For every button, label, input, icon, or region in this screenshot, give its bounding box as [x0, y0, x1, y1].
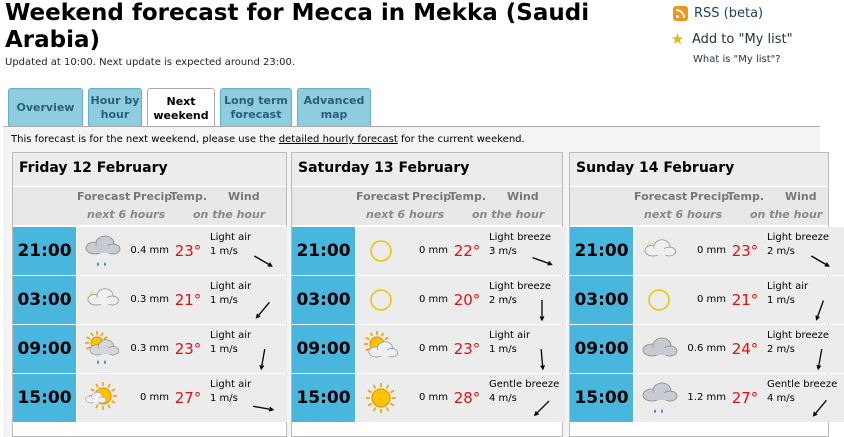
temperature-value: 24° — [726, 325, 764, 373]
partly-cloudy-night-icon — [634, 227, 684, 275]
precipitation-value: 0 mm — [127, 374, 169, 422]
precipitation-value: 0 mm — [406, 276, 448, 324]
wind-speed: 4 m/s — [767, 393, 795, 404]
wind-speed: 1 m/s — [210, 295, 238, 306]
clear-night-icon — [634, 276, 684, 324]
partly-cloudy-night-icon — [77, 276, 127, 324]
forecast-row — [292, 324, 562, 373]
temperature-value: 21° — [726, 276, 764, 324]
wind-description: Light air — [210, 330, 252, 341]
next-hours-label: next 6 hours — [87, 208, 166, 221]
wind-cell — [764, 374, 844, 422]
forecast-row — [13, 324, 286, 373]
star-icon: ★ — [670, 30, 685, 48]
clear-night-icon — [356, 227, 406, 275]
wind-description: Light air — [767, 281, 809, 292]
on-hour-label: on the hour — [472, 208, 545, 221]
temperature-value: 22° — [448, 227, 486, 275]
sun-partly-cloudy-icon — [77, 374, 127, 422]
temperature-value: 23° — [726, 227, 764, 275]
temp-header: Temp. — [170, 190, 208, 203]
wind-cell — [207, 374, 287, 422]
wind-cell — [486, 276, 566, 324]
forecast-time: 09:00 — [292, 325, 355, 373]
on-hour-label: on the hour — [750, 208, 823, 221]
day-title: Sunday 14 February — [570, 153, 828, 186]
forecast-time: 03:00 — [570, 276, 633, 324]
forecast-row — [570, 275, 828, 324]
wind-speed: 1 m/s — [489, 344, 517, 355]
forecast-row — [292, 226, 562, 275]
update-info: Updated at 10:00. Next update is expected around 23:00. — [5, 57, 296, 68]
wind-speed: 3 m/s — [489, 246, 517, 257]
wind-cell — [764, 276, 844, 324]
forecast-row — [13, 226, 286, 275]
cloud-icon — [634, 325, 684, 373]
precipitation-value: 0 mm — [684, 227, 726, 275]
day-forecast-2 — [291, 152, 563, 437]
tab-hour-by-hour[interactable]: Hour by hour — [88, 88, 142, 126]
forecast-time: 15:00 — [13, 374, 76, 422]
temp-header: Temp. — [449, 190, 487, 203]
forecast-row — [13, 275, 286, 324]
forecast-time: 21:00 — [292, 227, 355, 275]
wind-speed: 1 m/s — [210, 393, 238, 404]
page-title: Weekend forecast for Mecca in Mekka (Saudi Arabia) — [5, 0, 590, 53]
forecast-time: 15:00 — [570, 374, 633, 422]
day-forecast-3 — [569, 152, 838, 437]
wind-speed: 2 m/s — [489, 295, 517, 306]
forecast-row — [13, 373, 286, 422]
wind-description: Light breeze — [767, 232, 830, 243]
forecast-header: Forecast — [77, 190, 131, 203]
wind-cell — [486, 325, 566, 373]
wind-speed: 1 m/s — [767, 295, 795, 306]
temperature-value: 28° — [448, 374, 486, 422]
day-title: Saturday 13 February — [292, 153, 562, 186]
wind-description: Light breeze — [489, 281, 552, 292]
wind-description: Gentle breeze — [489, 379, 560, 390]
wind-speed: 1 m/s — [210, 246, 238, 257]
tab-next-weekend[interactable]: Next weekend — [147, 88, 215, 128]
wind-description: Light air — [210, 232, 252, 243]
column-subheader-row — [292, 205, 562, 225]
wind-description: Light air — [489, 330, 531, 341]
wind-speed: 1 m/s — [210, 344, 238, 355]
precipitation-value: 0.6 mm — [684, 325, 726, 373]
precipitation-value: 0 mm — [406, 325, 448, 373]
forecast-row — [292, 373, 562, 422]
sun-icon — [356, 374, 406, 422]
forecast-header: Forecast — [634, 190, 688, 203]
column-header-row — [13, 187, 286, 205]
next-hours-label: next 6 hours — [644, 208, 723, 221]
forecast-time: 09:00 — [13, 325, 76, 373]
temp-header: Temp. — [727, 190, 765, 203]
wind-header: Wind — [507, 190, 539, 203]
wind-cell — [764, 227, 844, 275]
wind-description: Light breeze — [767, 330, 830, 341]
wind-description: Light air — [210, 379, 252, 390]
sun-cloud-rain-icon — [77, 325, 127, 373]
cloud-rain-icon — [634, 374, 684, 422]
wind-header: Wind — [228, 190, 260, 203]
day-forecast-1 — [12, 152, 287, 437]
precip-header: Precip. — [690, 190, 734, 203]
precip-header: Precip. — [133, 190, 177, 203]
clear-night-icon — [356, 276, 406, 324]
precipitation-value: 0 mm — [406, 227, 448, 275]
forecast-row — [570, 324, 828, 373]
forecast-time: 21:00 — [570, 227, 633, 275]
rss-label: RSS (beta) — [694, 6, 764, 21]
forecast-time: 03:00 — [13, 276, 76, 324]
temperature-value: 21° — [169, 276, 207, 324]
wind-cell — [764, 325, 844, 373]
temperature-value: 27° — [726, 374, 764, 422]
wind-speed: 2 m/s — [767, 246, 795, 257]
forecast-row — [570, 226, 828, 275]
precipitation-value: 0 mm — [684, 276, 726, 324]
precipitation-value: 0.3 mm — [127, 325, 169, 373]
precip-header: Precip. — [412, 190, 456, 203]
precipitation-value: 0.4 mm — [127, 227, 169, 275]
forecast-header: Forecast — [356, 190, 410, 203]
forecast-row — [570, 373, 838, 422]
next-hours-label: next 6 hours — [366, 208, 445, 221]
forecast-time: 21:00 — [13, 227, 76, 275]
wind-cell — [207, 325, 287, 373]
temperature-value: 27° — [169, 374, 207, 422]
temperature-value: 23° — [448, 325, 486, 373]
column-header-row — [570, 187, 828, 205]
wind-description: Gentle breeze — [767, 379, 838, 390]
precipitation-value: 0 mm — [406, 374, 448, 422]
wind-header: Wind — [785, 190, 817, 203]
tab-overview[interactable]: Overview — [8, 88, 83, 126]
add-to-list-link[interactable] — [669, 31, 793, 48]
on-hour-label: on the hour — [193, 208, 266, 221]
temperature-value: 23° — [169, 227, 207, 275]
forecast-time: 09:00 — [570, 325, 633, 373]
wind-cell — [486, 227, 566, 275]
detailed-hourly-forecast-link[interactable]: detailed hourly forecast — [278, 134, 398, 145]
wind-description: Light breeze — [489, 232, 552, 243]
wind-cell — [486, 374, 566, 422]
wind-speed: 4 m/s — [489, 393, 517, 404]
precipitation-value: 0.3 mm — [127, 276, 169, 324]
add-to-list-label: Add to "My list" — [692, 32, 793, 47]
weekend-note: This forecast is for the next weekend, please use the detailed hourly forecast for the current weekend. — [11, 134, 525, 145]
wind-cell — [207, 276, 287, 324]
tab-long-term-forecast[interactable]: Long term forecast — [220, 88, 292, 126]
cloud-rain-icon — [77, 227, 127, 275]
tab-advanced-map[interactable]: Advanced map — [297, 88, 371, 126]
precipitation-value: 1.2 mm — [684, 374, 726, 422]
temperature-value: 23° — [169, 325, 207, 373]
temperature-value: 20° — [448, 276, 486, 324]
wind-description: Light air — [210, 281, 252, 292]
wind-cell — [207, 227, 287, 275]
what-is-my-list-link[interactable]: What is "My list"? — [693, 54, 781, 65]
forecast-time: 03:00 — [292, 276, 355, 324]
column-header-row — [292, 187, 562, 205]
sun-cloud-icon — [356, 325, 406, 373]
day-title: Friday 12 February — [13, 153, 286, 186]
forecast-row — [292, 275, 562, 324]
column-subheader-row — [13, 205, 286, 225]
forecast-time: 15:00 — [292, 374, 355, 422]
rss-link[interactable] — [673, 6, 763, 21]
column-subheader-row — [570, 205, 828, 225]
wind-speed: 2 m/s — [767, 344, 795, 355]
rss-icon — [673, 6, 688, 21]
